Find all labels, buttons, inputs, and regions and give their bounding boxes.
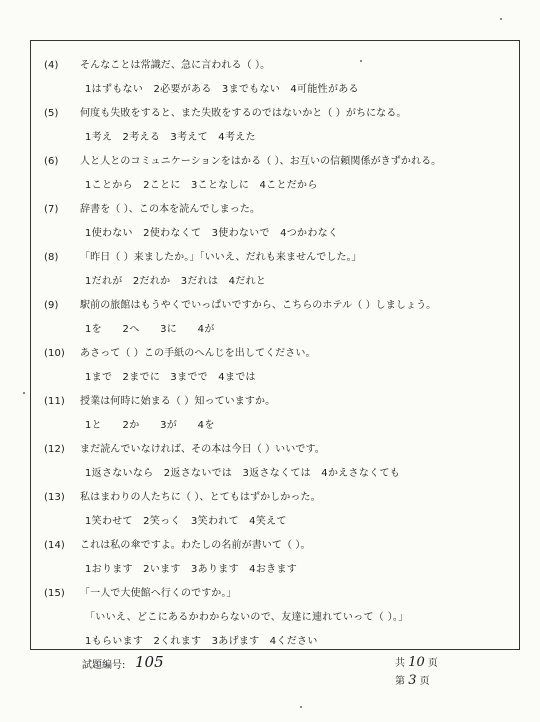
question-10: (10) あさって（ ）この手紙のへんじを出してください。 xyxy=(44,348,316,359)
question-10-options: 1まで 2までに 3までで 4までは xyxy=(85,372,256,383)
question-7: (7) 辞書を（ ）、この本を読んでしまった。 xyxy=(44,204,261,215)
question-8: (8) 「昨日（ ）来ましたか。」「いいえ、だれも来ませんでした。」 xyxy=(44,252,362,263)
question-8-options: 1だれが 2だれか 3だれは 4だれと xyxy=(85,276,267,287)
question-7-options: 1使わない 2使わなくて 3使わないで 4つかわなく xyxy=(85,228,339,239)
question-15: (15) 「一人で大使館へ行くのですか。」 xyxy=(44,588,237,599)
question-9-options: 1を 2へ 3に 4が xyxy=(85,324,215,335)
total-pages: 共 10 页 xyxy=(395,655,438,670)
question-11-options: 1と 2か 3が 4を xyxy=(85,420,215,431)
question-12-options: 1返さないなら 2返さないでは 3返さなくては 4かえさなくても xyxy=(85,468,401,479)
question-4: (4) そんなことは常識だ、急に言われる（ ）。 xyxy=(44,60,271,71)
question-5-options: 1考え 2考える 3考えて 4考えた xyxy=(85,132,256,143)
question-11: (11) 授業は何時に始まる（ ）知っていますか。 xyxy=(44,396,276,407)
current-page-number: 3 xyxy=(408,673,417,688)
scan-speck xyxy=(360,60,362,62)
question-13-options: 1笑わせて 2笑っく 3笑われて 4笑えて xyxy=(85,516,287,527)
question-5: (5) 何度も失敗をすると、また失敗をするのではないかと（ ）がちになる。 xyxy=(44,108,407,119)
question-14-options: 1おります 2います 3あります 4おきます xyxy=(85,564,298,575)
question-14: (14) これは私の傘ですよ。わたしの名前が書いて（ ）。 xyxy=(44,540,311,551)
current-page: 第 3 页 xyxy=(395,673,430,688)
question-13: (13) 私はまわりの人たちに（ ）、とてもはずかしかった。 xyxy=(44,492,321,503)
scan-speck xyxy=(300,706,302,708)
question-15-dialogue: 「いいえ、どこにあるかわからないので、友達に連れていって（ ）。」 xyxy=(85,612,409,623)
question-6-options: 1ことから 2ことに 3ことなしに 4ことだから xyxy=(85,180,318,191)
exam-code-label: 試題編号: xyxy=(82,660,126,671)
question-15-options: 1もらいます 2くれます 3あげます 4ください xyxy=(85,636,318,647)
exam-code-number: 105 xyxy=(135,653,164,671)
question-6: (6) 人と人とのコミュニケーションをはかる（ ）、お互いの信頼関係がきずかれる。 xyxy=(44,156,442,167)
total-pages-number: 10 xyxy=(408,655,425,670)
scan-speck xyxy=(23,392,25,394)
question-4-options: 1はずもない 2必要がある 3までもない 4可能性がある xyxy=(85,84,359,95)
scan-speck xyxy=(500,18,502,20)
question-12: (12) まだ読んでいなければ、その本は今日（ ）いいです。 xyxy=(44,444,325,455)
question-9: (9) 駅前の旅館はもうやくでいっぱいですから、こちらのホテル（ ）しましょう。 xyxy=(44,300,437,311)
